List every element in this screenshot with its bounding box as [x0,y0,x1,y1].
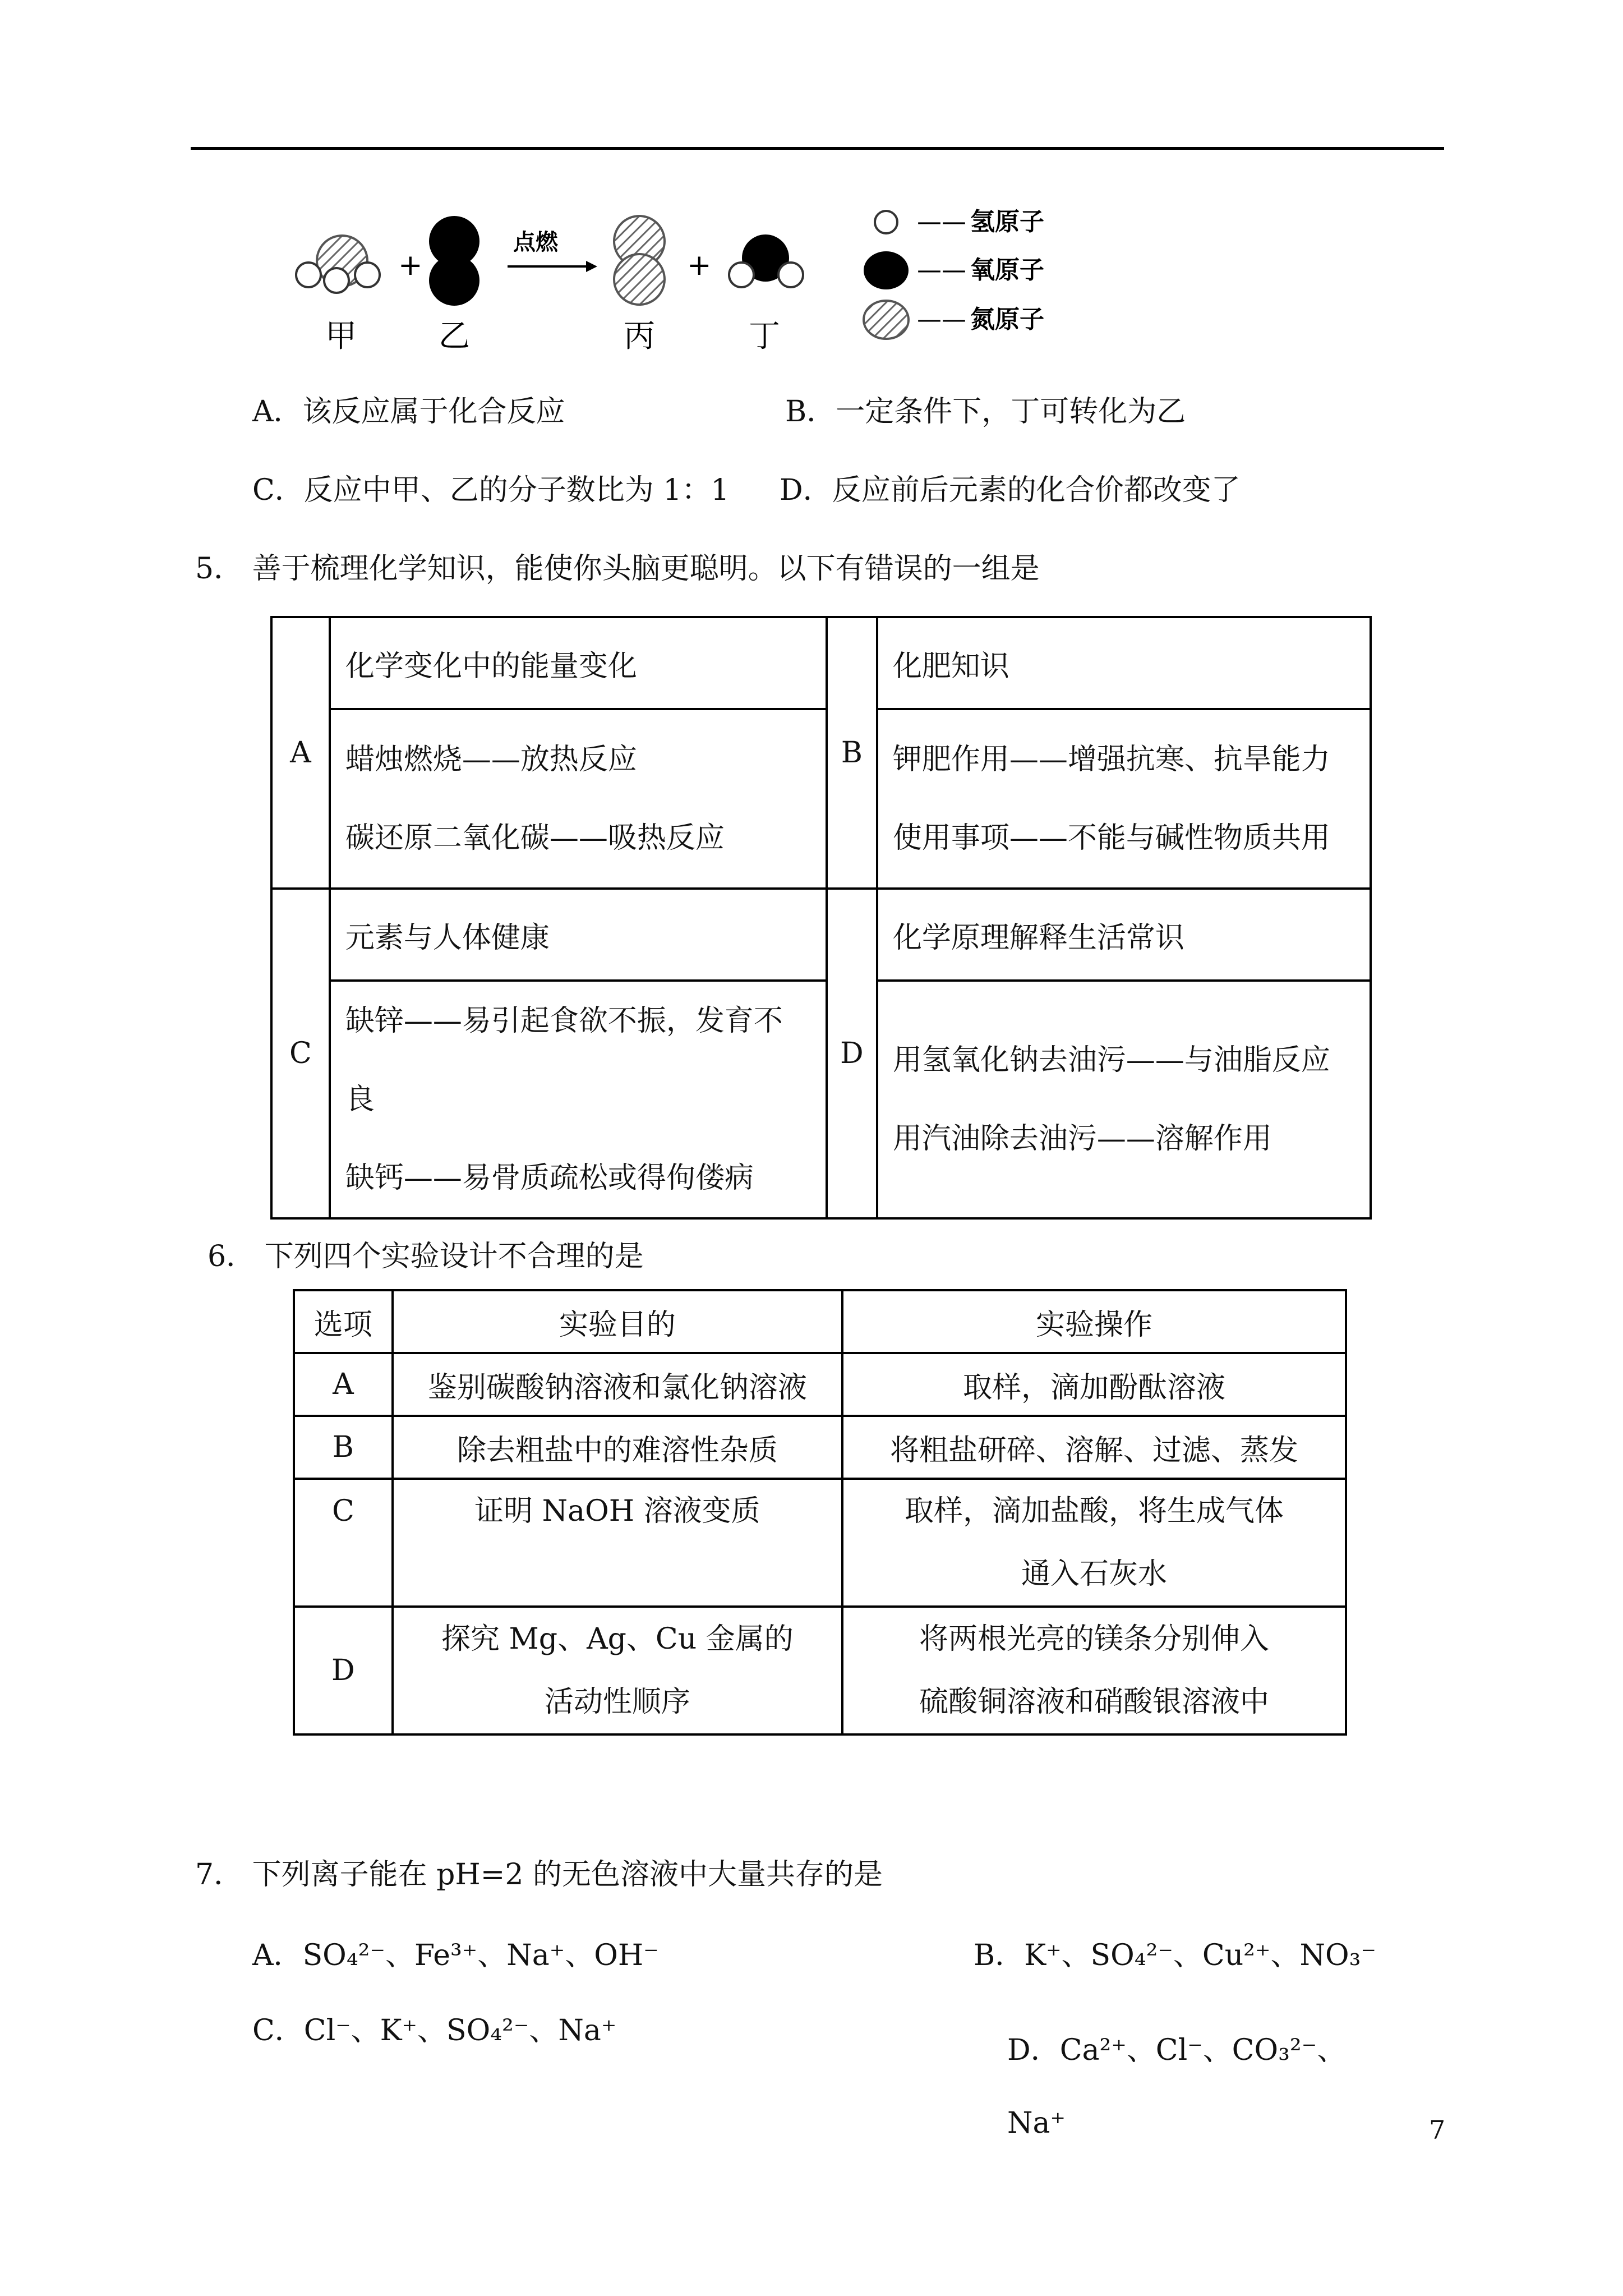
q6-row-b-option: B [294,1416,393,1479]
q7-option-a [252,1939,659,1972]
q6-row-b-purpose: 除去粗盐中的难溶性杂质 [393,1416,842,1479]
plus-sign-2: + [687,249,712,282]
q6-row-c-purpose: 证明 NaOH 溶液变质 [393,1479,842,1607]
q5-b-title: 化肥知识 [877,617,1371,709]
legend-oxygen: 氧原子 [970,256,1044,284]
q5-a-title: 化学变化中的能量变化 [330,617,827,709]
q6-row-c-operation [842,1479,1346,1607]
plus-sign-1: + [398,249,423,282]
q7-option-b-label: B． [974,1939,1025,1972]
label-ding: 丁 [749,318,780,355]
q5-d-line-2: 用汽油除去油污——溶解作用 [892,1122,1272,1156]
q6-row-c-operation-line-2: 通入石灰水 [1021,1557,1168,1591]
q5-a-line-2: 碳还原二氧化碳——吸热反应 [345,821,725,855]
q7-option-d [1007,2014,1366,2160]
legend-hydrogen: 氢原子 [970,208,1044,236]
molecule-bing [614,216,665,305]
q6-row-c-option: C [294,1479,393,1607]
q6-header-option: 选项 [294,1290,393,1353]
svg-text:——: —— [917,208,966,236]
q5-letter-b: B [827,617,877,889]
q5-letter-d: D [827,889,877,1218]
q5-b-line-1: 钾肥作用——增强抗寒、抗旱能力 [892,743,1330,776]
q5-b-line-2: 使用事项——不能与碱性物质共用 [892,821,1330,855]
q5-letter-a: A [271,617,330,889]
legend [864,208,1044,339]
q4-option-d: D．反应前后元素的化合价都改变了 [780,473,1241,507]
svg-text:——: —— [917,256,966,284]
q6-row-a-option: A [294,1353,393,1416]
q5-c-line-2: 缺钙——易骨质疏松或得佝偻病 [345,1161,754,1195]
q6-row-a-operation: 取样，滴加酚酞溶液 [842,1353,1346,1416]
q7-option-a-label: A． [252,1939,303,1972]
q7-option-d-text: Ca²⁺、Cl⁻、CO₃²⁻、Na⁺ [1007,2033,1347,2140]
q7-option-b [974,1939,1376,1972]
q5-d-title: 化学原理解释生活常识 [877,889,1371,981]
page-number: 7 [1429,2115,1446,2145]
q5-table [270,616,1372,1220]
q5-d-body [877,981,1371,1218]
svg-text:——: —— [917,305,966,334]
q6-row-d-operation [842,1607,1346,1734]
q5-c-body [330,981,827,1218]
q5-a-line-1: 蜡烛燃烧——放热反应 [345,743,637,776]
molecule-jia [296,236,380,293]
q6-table [293,1289,1347,1736]
molecule-ding [729,234,803,287]
q6-row-d-purpose-line-1: 探究 Mg、Ag、Cu 金属的 [441,1622,794,1656]
q5-a-body [330,709,827,889]
q6-stem: 6． 下列四个实验设计不合理的是 [208,1240,644,1273]
q4-option-c: C．反应中甲、乙的分子数比为 1：1 [252,473,730,507]
q7-option-a-text: SO₄²⁻、Fe³⁺、Na⁺、OH⁻ [302,1939,659,1972]
q7-option-c-text: Cl⁻、K⁺、SO₄²⁻、Na⁺ [303,2014,617,2047]
q6-row-d-option: D [294,1607,393,1734]
q6-row-d-purpose [393,1607,842,1734]
q4-option-b: B．一定条件下，丁可转化为乙 [785,395,1186,429]
arrow-label: 点燃 [513,229,558,255]
q6-row-a-purpose: 鉴别碳酸钠溶液和氯化钠溶液 [393,1353,842,1416]
reaction-diagram [280,196,1122,365]
arrow-head [586,261,597,272]
q6-row-d-operation-line-1: 将两根光亮的镁条分别伸入 [919,1622,1270,1656]
q5-c-line-1: 缺锌——易引起食欲不振，发育不良 [345,1004,783,1116]
label-bing: 丙 [624,318,655,355]
q7-option-d-label: D． [1007,2033,1060,2067]
q4-option-a: A．该反应属于化合反应 [252,395,565,429]
q5-stem: 5． 善于梳理化学知识，能使你头脑更聪明。以下有错误的一组是 [195,552,1040,586]
label-yi: 乙 [439,318,470,355]
q6-row-d-purpose-line-2: 活动性顺序 [544,1685,690,1719]
q5-letter-c: C [271,889,330,1218]
q6-header-purpose: 实验目的 [393,1290,842,1353]
legend-nitrogen: 氮原子 [970,305,1044,334]
q6-row-d-operation-line-2: 硫酸铜溶液和硝酸银溶液中 [919,1685,1270,1719]
label-jia: 甲 [325,318,357,355]
q5-d-line-1: 用氢氧化钠去油污——与油脂反应 [892,1043,1330,1077]
q6-row-b-operation: 将粗盐研碎、溶解、过滤、蒸发 [842,1416,1346,1479]
q7-option-c-label: C． [252,2014,304,2047]
q5-c-title: 元素与人体健康 [330,889,827,981]
q7-option-b-text: K⁺、SO₄²⁻、Cu²⁺、NO₃⁻ [1024,1939,1376,1972]
q7-option-c [252,2014,616,2047]
q7-stem: 7． 下列离子能在 pH=2 的无色溶液中大量共存的是 [195,1858,883,1892]
q6-row-c-operation-line-1: 取样，滴加盐酸，将生成气体 [905,1494,1284,1528]
molecule-yi [429,216,479,306]
q5-b-body [877,709,1371,889]
q6-header-operation: 实验操作 [842,1290,1346,1353]
header-rule [191,147,1444,150]
